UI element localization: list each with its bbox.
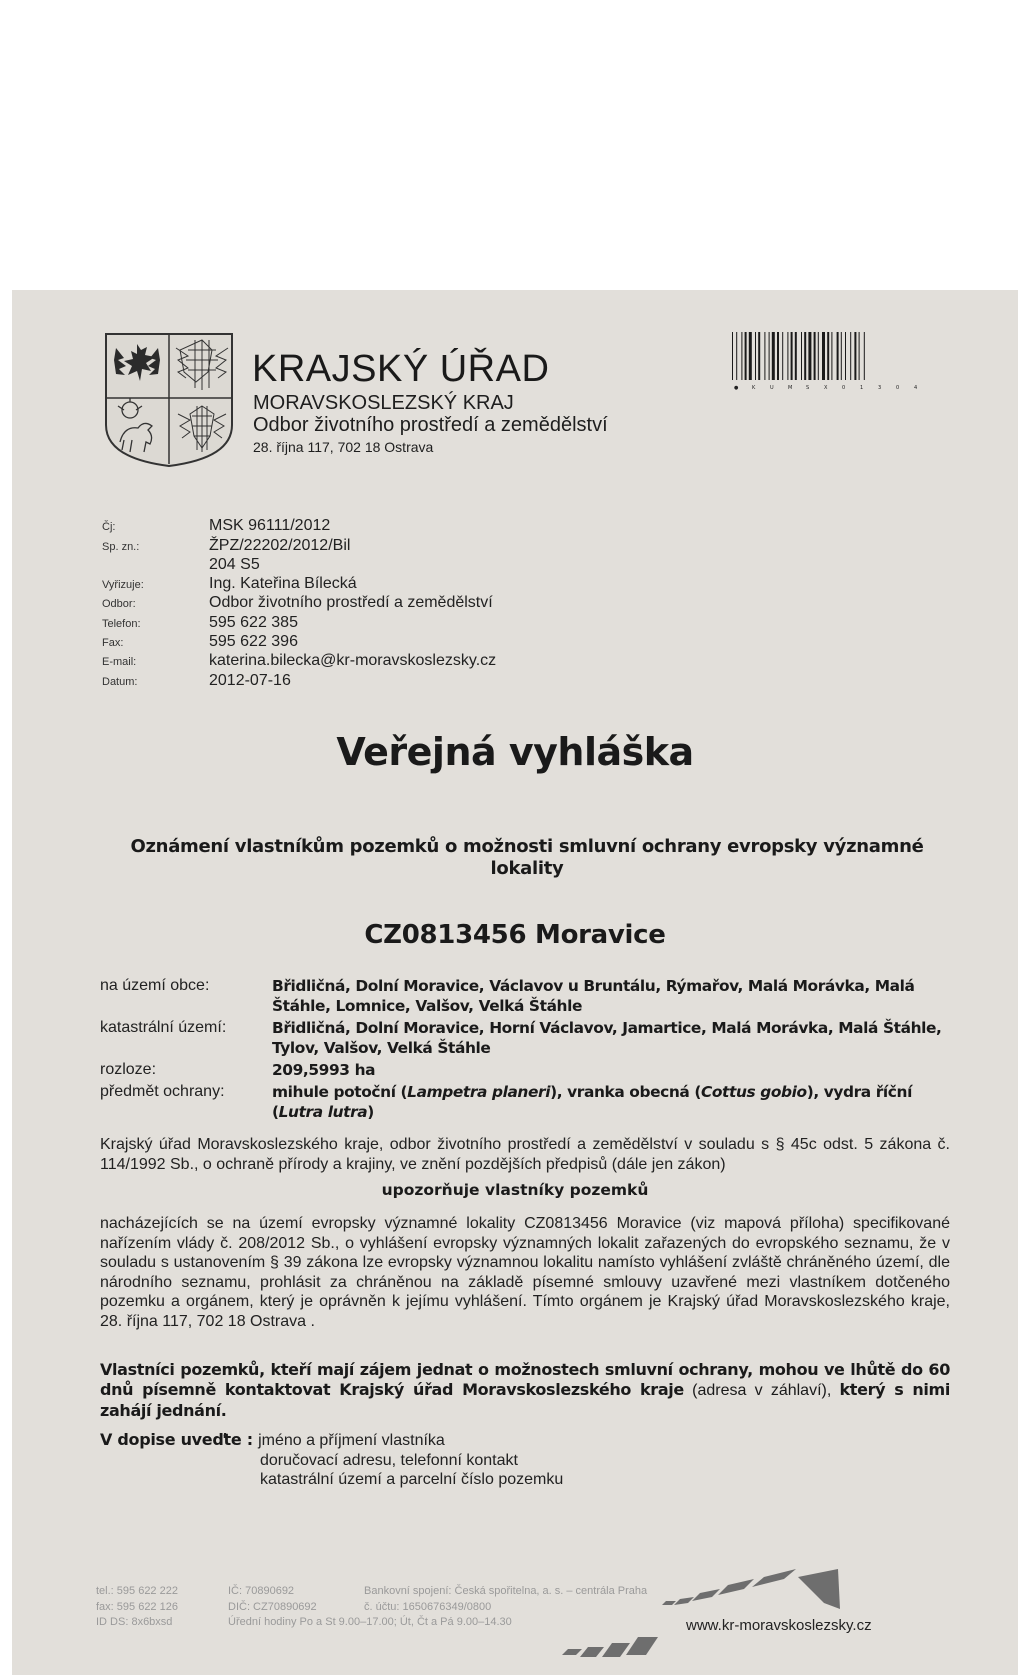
document-barcode — [730, 332, 930, 392]
meta-value: 595 622 396 — [209, 633, 298, 651]
paragraph-legal-basis: Krajský úřad Moravskoslezského kraje, odbor životního prostředí a zemědělství v souladu s § 45c odst. 5 zákona č. 114/1992 Sb., o ochraně přírody a krajiny, ve znění pozdějších předpisů (dále jen zákon) — [100, 1136, 950, 1173]
meta-row-email — [102, 651, 496, 670]
barcode-bar — [769, 332, 770, 380]
barcode-bar — [745, 332, 747, 380]
meta-label: Datum: — [102, 675, 138, 688]
svg-text:S: S — [806, 385, 810, 391]
info-value: Břidličná, Dolní Moravice, Horní Václavov, Jamartice, Malá Morávka, Malá Štáhle, Tylov, Valšov, Velká Štáhle — [272, 1019, 942, 1057]
barcode-bar — [755, 332, 756, 380]
meta-label: Vyřizuje: — [102, 579, 144, 592]
paragraph-instructions — [100, 1360, 950, 1421]
letter-requirements-separator: : — [241, 1430, 259, 1449]
info-label: předmět ochrany: — [100, 1083, 225, 1100]
barcode-bar — [814, 332, 816, 380]
paragraph-notice: nacházejících se na území evropsky významné lokality CZ0813456 Moravice (viz mapová příloha) specifikované nařízením vlády č. 208/2012 Sb., o vyhlášení evropsky významných lokalit zařazených do evropského seznamu, že v souladu s ustanovením § 39 zákona lze evropsky významnou lokalitu namísto vyhlášení zvláště chráněného území, dle národního seznamu, prohlásit za chráněnou na základě písemné smlouvy uzavřené mezi vlastníkem dotčeného pozemku a orgánem, který je oprávněn k jejímu vyhlášení. Tímto orgánem je Krajský úřad Moravskoslezského kraje, 28. října 117, 702 18 Ostrava . — [100, 1215, 950, 1330]
svg-text:M: M — [788, 385, 793, 391]
requirement-item: doručovací adresu, telefonní kontakt — [260, 1451, 518, 1469]
info-value: 209,5993 ha — [272, 1061, 376, 1079]
svg-text:U: U — [770, 385, 774, 391]
letter-requirements-label: V dopise uveďte — [100, 1430, 242, 1449]
office-department: Odbor životního prostředí a zemědělství — [253, 414, 608, 436]
barcode-bar — [801, 332, 802, 380]
svg-text:4: 4 — [914, 385, 918, 391]
document-meta — [102, 516, 496, 690]
barcode-bar — [795, 332, 797, 380]
barcode-bar — [787, 332, 788, 380]
svg-text:1: 1 — [860, 385, 864, 391]
info-label: katastrální území: — [100, 1019, 227, 1036]
barcode-bar — [808, 332, 811, 380]
barcode-bar — [831, 332, 832, 380]
svg-text:K: K — [752, 385, 756, 391]
office-title: KRAJSKÝ ÚŘAD — [252, 348, 550, 390]
barcode-bar — [736, 332, 737, 380]
meta-row-telefon — [102, 612, 496, 631]
info-label: na území obce: — [100, 977, 210, 994]
letter-requirements-first — [100, 1430, 950, 1451]
info-value: Břidličná, Dolní Moravice, Václavov u Bruntálu, Rýmařov, Malá Morávka, Malá Štáhle, Lomnice, Valšov, Velká Štáhle — [272, 977, 915, 1015]
meta-value: 2012-07-16 — [209, 671, 291, 689]
meta-row-vyrizuje — [102, 574, 496, 593]
barcode-bar — [845, 332, 846, 380]
species-text: ), vydra říční ( — [272, 1083, 912, 1121]
info-row-katastr — [100, 1018, 950, 1058]
instructions-normal: (adresa v záhlaví), — [683, 1382, 840, 1399]
info-value — [272, 1082, 950, 1122]
footer-line: Bankovní spojení: Česká spořitelna, a. s. – centrála Praha — [364, 1585, 648, 1597]
site-title: CZ0813456 Moravice — [364, 920, 666, 950]
footer-line: ID DS: 8x6bxsd — [96, 1616, 173, 1628]
meta-label: E-mail: — [102, 656, 137, 669]
document-page — [12, 290, 1018, 1675]
requirement-item: katastrální území a parcelní číslo pozemku — [260, 1471, 564, 1488]
species-latin: Cottus gobio — [700, 1083, 807, 1101]
letter-requirements — [100, 1430, 950, 1490]
instructions-bold: Vlastníci pozemků, kteří mají zájem jednat o možnostech smluvní ochrany, mohou ve lhůtě do 60 dnů písemně kontaktovat Krajský úřad Moravskoslezského kraje — [100, 1360, 950, 1399]
barcode-bar — [854, 332, 856, 380]
footer-line: č. účtu: 1650676349/0800 — [364, 1600, 492, 1613]
species-text: mihule potoční ( — [272, 1083, 408, 1101]
svg-text:0: 0 — [842, 385, 846, 391]
barcode-bar — [732, 332, 733, 380]
meta-value: MSK 96111/2012 — [209, 517, 331, 535]
meta-label: Sp. zn.: — [102, 540, 140, 553]
footer-line: Úřední hodiny Po a St 9.00–17.00; Út, Čt a Pá 9.00–14.30 — [228, 1616, 512, 1628]
meta-row-cj — [102, 516, 496, 535]
footer-contact — [96, 1584, 178, 1631]
office-region: MORAVSKOSLEZSKÝ KRAJ — [253, 392, 514, 414]
document-title: Veřejná vyhláška — [336, 730, 694, 774]
footer-line: fax: 595 622 126 — [96, 1600, 178, 1613]
document-subject: Oznámení vlastníkům pozemků o možnosti smluvní ochrany evropsky významné lokality — [130, 836, 924, 879]
barcode-bar — [850, 332, 851, 380]
barcode-bar — [864, 332, 865, 380]
svg-text:X: X — [824, 385, 828, 391]
footer-website: www.kr-moravskoslezsky.cz — [686, 1617, 872, 1634]
instructions-bold: který s nimi zahájí jednání. — [100, 1380, 950, 1420]
office-address: 28. října 117, 702 18 Ostrava — [253, 439, 434, 455]
species-latin: Lampetra planeri — [407, 1083, 551, 1101]
meta-label: Čj: — [102, 521, 116, 534]
meta-row-spzn-cont — [102, 555, 496, 574]
footer-line: DIČ: CZ70890692 — [228, 1600, 317, 1613]
meta-label — [102, 572, 209, 574]
species-text: ), vranka obecná ( — [550, 1083, 701, 1101]
barcode-bar — [822, 332, 825, 380]
meta-value: ŽPZ/22202/2012/Bil — [209, 536, 351, 554]
meta-value: Ing. Kateřina Bílecká — [209, 575, 357, 593]
meta-value: Odbor životního prostředí a zemědělství — [209, 594, 493, 612]
meta-value: katerina.bilecka@kr-moravskoslezsky.cz — [209, 652, 497, 670]
svg-text:0: 0 — [896, 385, 900, 391]
barcode-bar — [764, 332, 765, 380]
site-info — [100, 976, 950, 1124]
barcode-bar — [777, 332, 779, 380]
barcode-bar — [827, 332, 829, 380]
barcode-bar — [804, 332, 806, 380]
svg-text:3: 3 — [878, 385, 882, 391]
meta-row-spzn — [102, 535, 496, 554]
regional-coat-of-arms-logo — [102, 330, 236, 468]
meta-label: Odbor: — [102, 598, 136, 611]
meta-label: Fax: — [102, 637, 124, 650]
meta-value: 204 S5 — [209, 555, 260, 573]
barcode-bar — [741, 332, 742, 380]
meta-row-fax — [102, 632, 496, 651]
barcode-bar — [782, 332, 783, 380]
barcode-bar — [818, 332, 819, 380]
meta-row-odbor — [102, 593, 496, 612]
species-text: ) — [367, 1103, 374, 1121]
info-label: rozloze: — [100, 1061, 157, 1078]
decorative-stripes-logo — [562, 1565, 912, 1665]
requirement-item: jméno a příjmení vlastníka — [258, 1432, 445, 1449]
info-row-rozloha — [100, 1060, 950, 1080]
footer-line: IČ: 70890692 — [228, 1585, 295, 1597]
meta-label: Telefon: — [102, 617, 141, 630]
notice-heading: upozorňuje vlastníky pozemků — [381, 1181, 649, 1199]
info-row-obce — [100, 976, 950, 1016]
meta-row-datum — [102, 670, 496, 689]
svg-text:●: ● — [734, 385, 739, 391]
barcode-bar — [859, 332, 860, 380]
barcode-bar — [841, 332, 842, 380]
footer-line: tel.: 595 622 222 — [96, 1585, 178, 1597]
meta-value: 595 622 385 — [209, 613, 298, 631]
barcode-bar — [772, 332, 775, 380]
barcode-bar — [791, 332, 793, 380]
barcode-bar — [837, 332, 839, 380]
species-latin: Lutra lutra — [278, 1103, 368, 1121]
barcode-bar — [758, 332, 760, 380]
info-row-predmet — [100, 1082, 950, 1122]
barcode-bar — [749, 332, 752, 380]
